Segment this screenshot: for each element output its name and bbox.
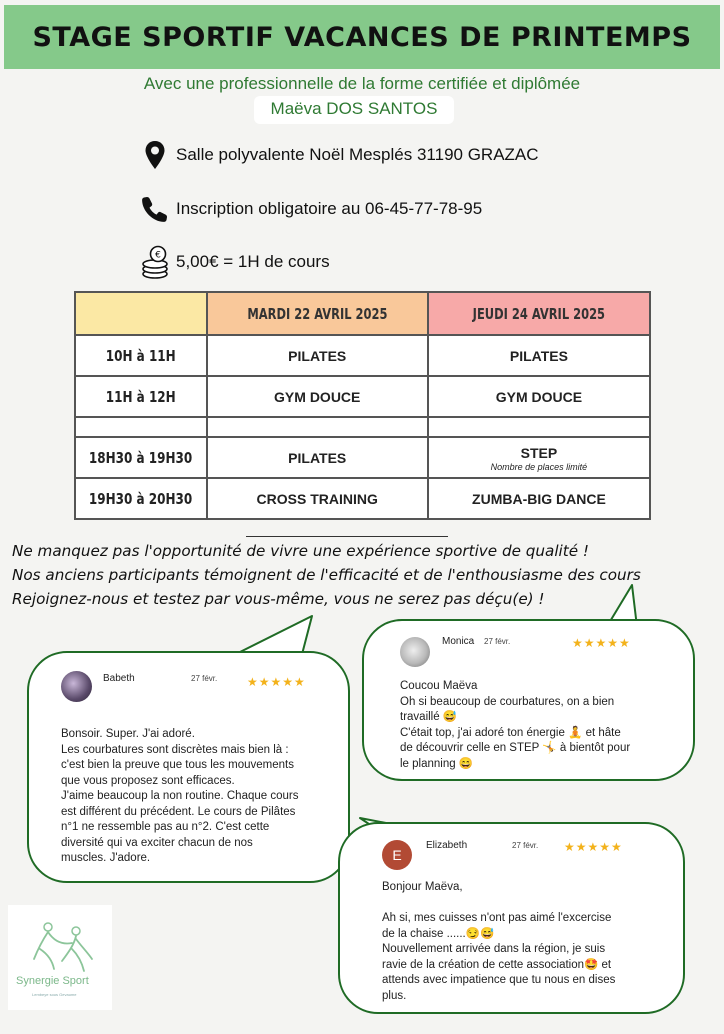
star-rating: ★★★★★ — [564, 840, 623, 854]
coach-name: Maëva DOS SANTOS — [254, 96, 454, 124]
activity-cell: GYM DOUCE — [207, 376, 428, 417]
synergie-sport-logo — [8, 905, 112, 1010]
review-bubble-elizabeth — [338, 822, 685, 1014]
review-bubble-monica — [362, 619, 695, 781]
header-day-1: MARDI 22 AVRIL 2025 — [207, 292, 428, 335]
subtitle: Avec une professionnelle de la forme certifiée et diplômée — [143, 74, 581, 93]
time-cell: 10H à 11H — [75, 335, 207, 376]
promo-line-2: Nos anciens participants témoignent de l'efficacité et de l'enthousiasme des cours — [12, 566, 641, 584]
activity-cell: GYM DOUCE — [428, 376, 650, 417]
review-text: Bonjour Maëva, Ah si, mes cuisses n'ont pas aimé l'excercise de la chaise ......😏😅 Nouvellement arrivée dans la région, je suis ravie de la création de cette association🤩 et attends avec impatience que tu nous en dises plus. — [382, 881, 616, 1002]
promo-line-3: Rejoignez-nous et testez par vous-même, vous ne serez pas déçu(e) ! — [12, 590, 545, 608]
time-cell: 18H30 à 19H30 — [75, 437, 207, 478]
review-date: 27 févr. — [484, 637, 511, 646]
athletes-logo-icon — [28, 919, 96, 975]
reviewer-name: Elizabeth — [426, 840, 468, 851]
review-text: Bonsoir. Super. J'ai adoré. Les courbatures sont discrètes mais bien là : c'est bien la preuve que tous les mouvements que vous proposez sont efficaces. J'aime beaucoup la non routine. Chaque cours est différent du précédent. Le cours de Pilâtes n°1 ne ressemble pas au n°2. C'est cette diversité qui va exciter chacun de nos muscles. J'adore. — [61, 728, 299, 864]
activity-cell: ZUMBA-BIG DANCE — [428, 478, 650, 519]
activity-cell: PILATES — [207, 335, 428, 376]
time-cell: 11H à 12H — [75, 376, 207, 417]
review-date: 27 févr. — [512, 841, 539, 850]
svg-text:€: € — [155, 250, 161, 261]
limited-places-note: Nombre de places limité — [490, 462, 588, 472]
reviewer-name: Monica — [442, 636, 475, 647]
header-day-2: JEUDI 24 AVRIL 2025 — [428, 292, 650, 335]
page-title: STAGE SPORTIF VACANCES DE PRINTEMPS — [32, 21, 692, 53]
activity-cell: PILATES — [207, 437, 428, 478]
star-rating: ★★★★★ — [572, 636, 631, 650]
time-cell: 19H30 à 20H30 — [75, 478, 207, 519]
logo-tagline: Lembeye sous Gevaume — [32, 992, 77, 997]
avatar: E — [382, 840, 412, 870]
activity-cell: PILATES — [428, 335, 650, 376]
review-bubble-babeth — [27, 651, 350, 883]
phone-text: Inscription obligatoire au 06-45-77-78-95 — [176, 199, 483, 218]
location-text: Salle polyvalente Noël Mesplés 31190 GRAZAC — [176, 145, 539, 164]
reviewer-name: Babeth — [103, 673, 135, 684]
avatar — [61, 671, 92, 702]
star-rating: ★★★★★ — [247, 675, 306, 689]
activity-cell: STEP Nombre de places limité — [428, 437, 650, 478]
avatar — [400, 637, 430, 667]
activity-cell: CROSS TRAINING — [207, 478, 428, 519]
price-text: 5,00€ = 1H de cours — [176, 252, 330, 271]
review-date: 27 févr. — [191, 674, 218, 683]
review-text: Coucou Maëva Oh si beaucoup de courbatures, on a bien travaillé 😅 C'était top, j'ai adoré ton énergie 🧘 et hâte de découvrir celle en STEP 🤸 à bientôt pour le planning 😄 — [400, 680, 631, 770]
promo-line-1: Ne manquez pas l'opportunité de vivre une expérience sportive de qualité ! — [12, 542, 589, 560]
logo-name: Synergie Sport — [16, 975, 89, 987]
